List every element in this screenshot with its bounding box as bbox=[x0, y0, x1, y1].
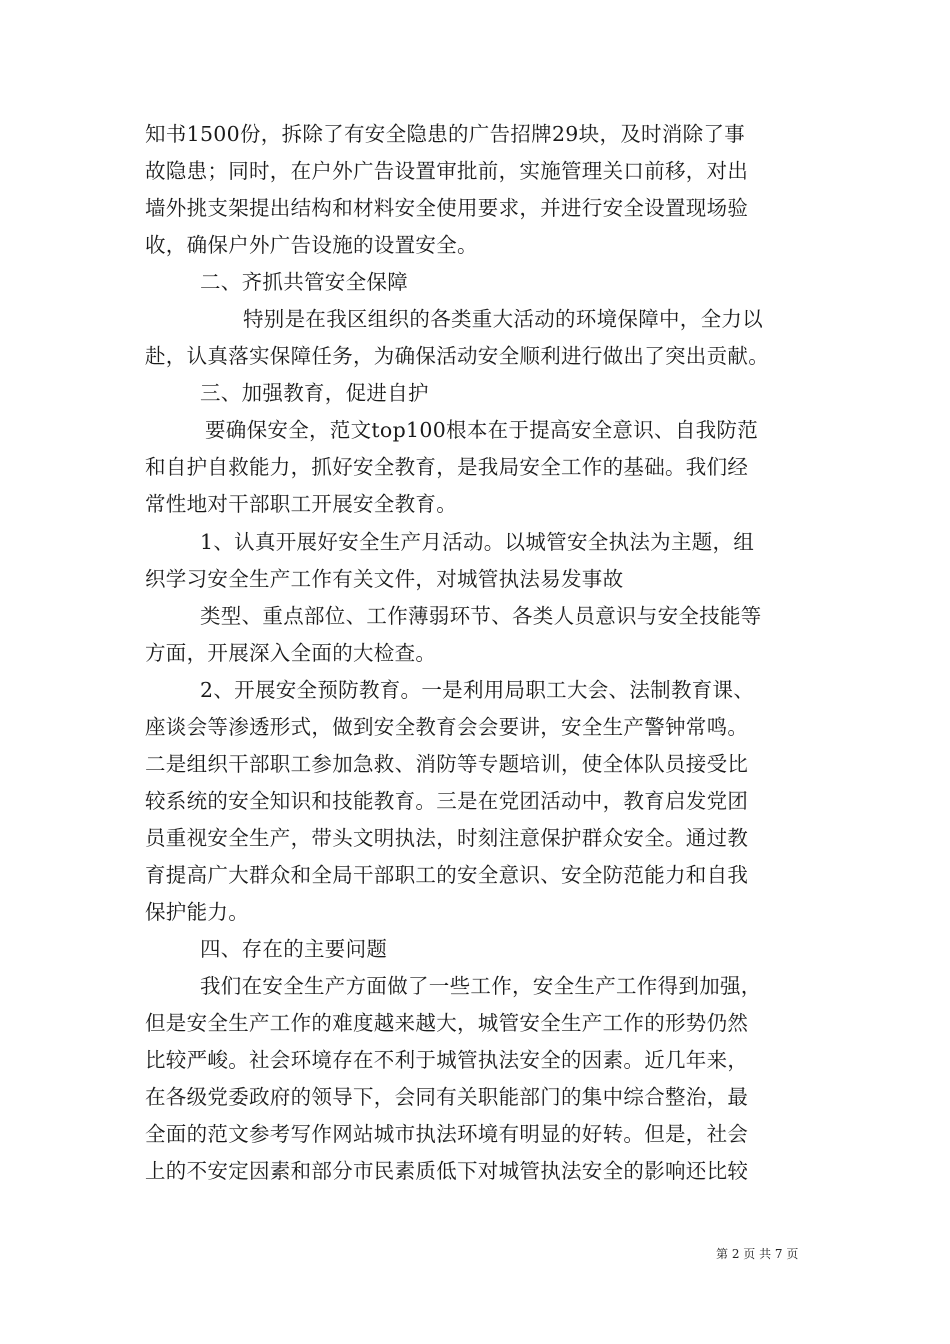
text-line: 知书1500份，拆除了有安全隐患的广告招牌29块，及时消除了事 bbox=[145, 122, 746, 146]
page-number: 第 2 页 共 7 页 bbox=[716, 1247, 799, 1261]
text-line: 比较严峻。社会环境存在不利于城管执法安全的因素。近几年来， bbox=[145, 1048, 749, 1072]
text-line: 座谈会等渗透形式，做到安全教育会会要讲，安全生产警钟常鸣。 bbox=[145, 715, 749, 739]
text-line: 较系统的安全知识和技能教育。三是在党团活动中，教育启发党团 bbox=[145, 789, 749, 813]
text-line: 方面，开展深入全面的大检查。 bbox=[145, 641, 437, 665]
text-line: 但是安全生产工作的难度越来越大，城管安全生产工作的形势仍然 bbox=[145, 1011, 749, 1035]
text-line: 全面的范文参考写作网站城市执法环境有明显的好转。但是，社会 bbox=[145, 1122, 749, 1146]
text-line: 育提高广大群众和全局干部职工的安全意识、安全防范能力和自我 bbox=[145, 863, 749, 887]
text-line: 在各级党委政府的领导下，会同有关职能部门的集中综合整治，最 bbox=[145, 1085, 749, 1109]
text-line: 和自护自救能力，抓好安全教育，是我局安全工作的基础。我们经 bbox=[145, 455, 749, 479]
text-line: 2、开展安全预防教育。一是利用局职工大会、法制教育课、 bbox=[200, 678, 755, 702]
text-line: 特别是在我区组织的各类重大活动的环境保障中，全力以 bbox=[243, 307, 763, 331]
text-line: 织学习安全生产工作有关文件，对城管执法易发事故 bbox=[145, 567, 624, 591]
text-line: 收，确保户外广告设施的设置安全。 bbox=[145, 233, 478, 257]
section-heading: 三、加强教育，促进自护 bbox=[200, 381, 429, 405]
section-heading: 四、存在的主要问题 bbox=[200, 937, 388, 961]
text-line: 墙外挑支架提出结构和材料安全使用要求，并进行安全设置现场验 bbox=[145, 196, 749, 220]
text-line: 赴，认真落实保障任务，为确保活动安全顺利进行做出了突出贡献。 bbox=[145, 344, 769, 368]
text-line: 常性地对干部职工开展安全教育。 bbox=[145, 492, 457, 516]
text-line: 1、认真开展好安全生产月活动。以城管安全执法为主题，组 bbox=[200, 530, 755, 554]
text-line: 我们在安全生产方面做了一些工作，安全生产工作得到加强， bbox=[200, 974, 762, 998]
text-line: 保护能力。 bbox=[145, 900, 249, 924]
text-line: 类型、重点部位、工作薄弱环节、各类人员意识与安全技能等 bbox=[200, 604, 762, 628]
section-heading: 二、齐抓共管安全保障 bbox=[200, 270, 408, 294]
text-line: 二是组织干部职工参加急救、消防等专题培训，使全体队员接受比 bbox=[145, 752, 749, 776]
text-line: 要确保安全，范文top100根本在于提高安全意识、自我防范 bbox=[205, 418, 759, 442]
text-line: 故隐患；同时，在户外广告设置审批前，实施管理关口前移，对出 bbox=[145, 159, 749, 183]
text-line: 上的不安定因素和部分市民素质低下对城管执法安全的影响还比较 bbox=[145, 1159, 749, 1183]
text-line: 员重视安全生产，带头文明执法，时刻注意保护群众安全。通过教 bbox=[145, 826, 749, 850]
